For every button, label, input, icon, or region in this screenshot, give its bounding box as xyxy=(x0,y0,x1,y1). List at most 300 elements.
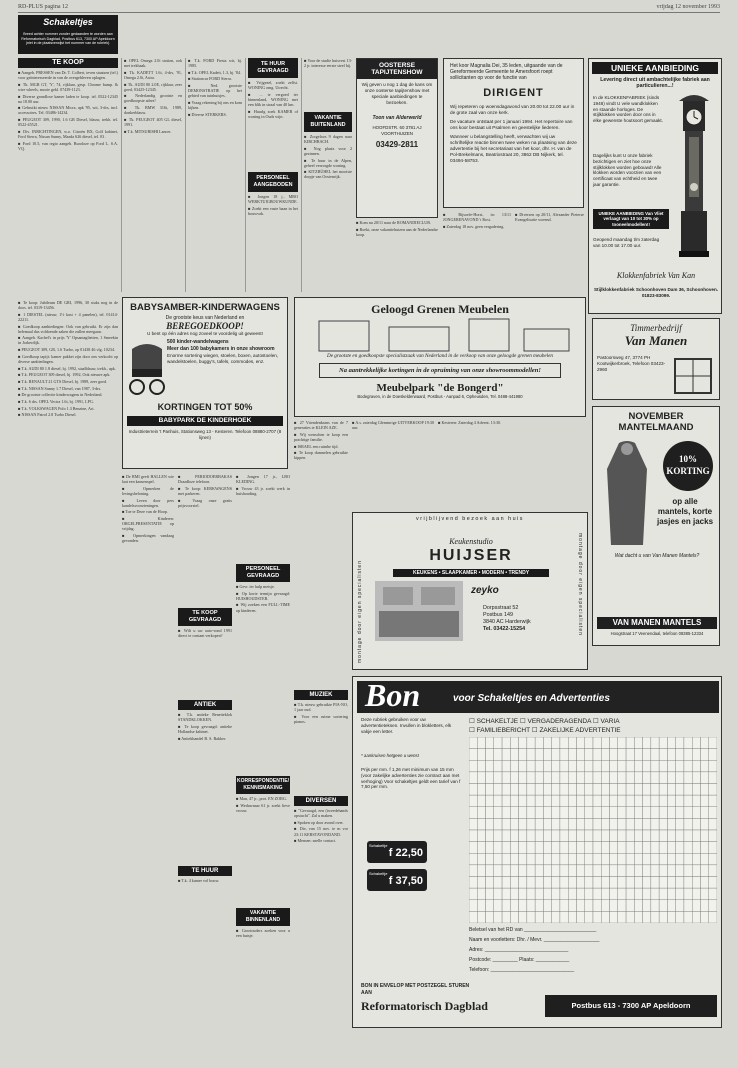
letter-cell[interactable] xyxy=(535,818,543,830)
letter-cell[interactable] xyxy=(610,888,618,900)
letter-cell[interactable] xyxy=(543,888,551,900)
letter-cell[interactable] xyxy=(477,795,485,807)
letter-cell[interactable] xyxy=(576,888,584,900)
letter-cell[interactable] xyxy=(527,784,535,796)
letter-cell[interactable] xyxy=(593,772,601,784)
letter-cell[interactable] xyxy=(469,772,477,784)
letter-cell[interactable] xyxy=(477,737,485,749)
letter-cell[interactable] xyxy=(593,760,601,772)
letter-cell[interactable] xyxy=(552,795,560,807)
letter-cell[interactable] xyxy=(667,853,675,865)
letter-cell[interactable] xyxy=(469,842,477,854)
letter-cell[interactable] xyxy=(486,888,494,900)
letter-cell[interactable] xyxy=(618,877,626,889)
letter-cell[interactable] xyxy=(651,772,659,784)
letter-cell[interactable] xyxy=(510,888,518,900)
letter-cell[interactable] xyxy=(692,795,700,807)
letter-cell[interactable] xyxy=(618,795,626,807)
letter-cell[interactable] xyxy=(519,807,527,819)
letter-cell[interactable] xyxy=(469,818,477,830)
letter-cell[interactable] xyxy=(659,842,667,854)
letter-cell[interactable] xyxy=(684,877,692,889)
letter-cell[interactable] xyxy=(486,865,494,877)
letter-cell[interactable] xyxy=(535,760,543,772)
letter-cell[interactable] xyxy=(543,807,551,819)
letter-cell[interactable] xyxy=(667,842,675,854)
letter-cell[interactable] xyxy=(651,749,659,761)
letter-cell[interactable] xyxy=(552,830,560,842)
letter-cell[interactable] xyxy=(709,795,717,807)
letter-cell[interactable] xyxy=(527,911,535,923)
letter-cell[interactable] xyxy=(494,911,502,923)
letter-cell[interactable] xyxy=(560,737,568,749)
letter-cell[interactable] xyxy=(576,853,584,865)
letter-cell[interactable] xyxy=(568,795,576,807)
letter-cell[interactable] xyxy=(535,911,543,923)
letter-cell[interactable] xyxy=(626,830,634,842)
letter-cell[interactable] xyxy=(610,760,618,772)
letter-cell[interactable] xyxy=(643,795,651,807)
letter-cell[interactable] xyxy=(469,888,477,900)
letter-cell[interactable] xyxy=(477,900,485,912)
letter-cell[interactable] xyxy=(667,795,675,807)
letter-cell[interactable] xyxy=(469,853,477,865)
letter-cell[interactable] xyxy=(486,853,494,865)
letter-cell[interactable] xyxy=(552,888,560,900)
letter-cell[interactable] xyxy=(659,737,667,749)
letter-cell[interactable] xyxy=(527,772,535,784)
letter-cell[interactable] xyxy=(593,877,601,889)
letter-cell[interactable] xyxy=(601,830,609,842)
letter-cell[interactable] xyxy=(692,900,700,912)
letter-cell[interactable] xyxy=(601,853,609,865)
letter-cell[interactable] xyxy=(626,772,634,784)
letter-cell[interactable] xyxy=(651,877,659,889)
letter-cell[interactable] xyxy=(510,749,518,761)
letter-cell[interactable] xyxy=(494,888,502,900)
letter-cell[interactable] xyxy=(659,818,667,830)
letter-cell[interactable] xyxy=(585,784,593,796)
letter-cell[interactable] xyxy=(535,749,543,761)
letter-cell[interactable] xyxy=(527,842,535,854)
letter-cell[interactable] xyxy=(535,807,543,819)
bon-letter-grid[interactable] xyxy=(469,737,717,923)
letter-cell[interactable] xyxy=(610,911,618,923)
letter-cell[interactable] xyxy=(700,853,708,865)
letter-cell[interactable] xyxy=(494,842,502,854)
letter-cell[interactable] xyxy=(659,830,667,842)
letter-cell[interactable] xyxy=(700,818,708,830)
letter-cell[interactable] xyxy=(667,830,675,842)
letter-cell[interactable] xyxy=(568,772,576,784)
form-field-edition[interactable]: Beletsel van het RD van __________________________ xyxy=(469,927,597,933)
letter-cell[interactable] xyxy=(676,749,684,761)
letter-cell[interactable] xyxy=(667,911,675,923)
letter-cell[interactable] xyxy=(494,749,502,761)
letter-cell[interactable] xyxy=(684,807,692,819)
letter-cell[interactable] xyxy=(593,830,601,842)
letter-cell[interactable] xyxy=(684,784,692,796)
letter-cell[interactable] xyxy=(618,749,626,761)
letter-cell[interactable] xyxy=(494,807,502,819)
letter-cell[interactable] xyxy=(634,795,642,807)
letter-cell[interactable] xyxy=(601,772,609,784)
letter-cell[interactable] xyxy=(494,830,502,842)
letter-cell[interactable] xyxy=(601,900,609,912)
letter-cell[interactable] xyxy=(527,795,535,807)
letter-cell[interactable] xyxy=(486,807,494,819)
letter-cell[interactable] xyxy=(651,842,659,854)
letter-cell[interactable] xyxy=(626,888,634,900)
letter-cell[interactable] xyxy=(560,749,568,761)
letter-cell[interactable] xyxy=(709,830,717,842)
letter-cell[interactable] xyxy=(659,911,667,923)
letter-cell[interactable] xyxy=(510,830,518,842)
letter-cell[interactable] xyxy=(700,830,708,842)
letter-cell[interactable] xyxy=(684,737,692,749)
letter-cell[interactable] xyxy=(692,842,700,854)
letter-cell[interactable] xyxy=(684,818,692,830)
letter-cell[interactable] xyxy=(634,911,642,923)
letter-cell[interactable] xyxy=(643,888,651,900)
letter-cell[interactable] xyxy=(593,842,601,854)
letter-cell[interactable] xyxy=(676,737,684,749)
letter-cell[interactable] xyxy=(634,853,642,865)
letter-cell[interactable] xyxy=(519,865,527,877)
letter-cell[interactable] xyxy=(659,853,667,865)
letter-cell[interactable] xyxy=(634,900,642,912)
letter-cell[interactable] xyxy=(502,830,510,842)
letter-cell[interactable] xyxy=(568,737,576,749)
letter-cell[interactable] xyxy=(469,737,477,749)
letter-cell[interactable] xyxy=(634,749,642,761)
letter-cell[interactable] xyxy=(643,737,651,749)
letter-cell[interactable] xyxy=(585,853,593,865)
letter-cell[interactable] xyxy=(477,888,485,900)
letter-cell[interactable] xyxy=(626,818,634,830)
letter-cell[interactable] xyxy=(535,877,543,889)
letter-cell[interactable] xyxy=(494,865,502,877)
letter-cell[interactable] xyxy=(618,842,626,854)
letter-cell[interactable] xyxy=(700,784,708,796)
letter-cell[interactable] xyxy=(585,888,593,900)
letter-cell[interactable] xyxy=(535,865,543,877)
letter-cell[interactable] xyxy=(684,865,692,877)
letter-cell[interactable] xyxy=(535,853,543,865)
letter-cell[interactable] xyxy=(618,760,626,772)
letter-cell[interactable] xyxy=(585,877,593,889)
letter-cell[interactable] xyxy=(585,772,593,784)
letter-cell[interactable] xyxy=(477,865,485,877)
letter-cell[interactable] xyxy=(519,784,527,796)
letter-cell[interactable] xyxy=(601,760,609,772)
letter-cell[interactable] xyxy=(610,784,618,796)
letter-cell[interactable] xyxy=(593,865,601,877)
letter-cell[interactable] xyxy=(618,830,626,842)
letter-cell[interactable] xyxy=(535,842,543,854)
letter-cell[interactable] xyxy=(552,760,560,772)
letter-cell[interactable] xyxy=(626,760,634,772)
letter-cell[interactable] xyxy=(486,784,494,796)
letter-cell[interactable] xyxy=(634,772,642,784)
letter-cell[interactable] xyxy=(535,900,543,912)
letter-cell[interactable] xyxy=(519,877,527,889)
letter-cell[interactable] xyxy=(477,760,485,772)
letter-cell[interactable] xyxy=(692,877,700,889)
letter-cell[interactable] xyxy=(576,842,584,854)
letter-cell[interactable] xyxy=(626,911,634,923)
letter-cell[interactable] xyxy=(527,807,535,819)
letter-cell[interactable] xyxy=(585,865,593,877)
letter-cell[interactable] xyxy=(560,842,568,854)
letter-cell[interactable] xyxy=(477,818,485,830)
letter-cell[interactable] xyxy=(519,853,527,865)
letter-cell[interactable] xyxy=(585,818,593,830)
letter-cell[interactable] xyxy=(651,784,659,796)
checkbox[interactable]: ☐ xyxy=(519,718,526,725)
letter-cell[interactable] xyxy=(568,853,576,865)
letter-cell[interactable] xyxy=(626,737,634,749)
letter-cell[interactable] xyxy=(618,911,626,923)
letter-cell[interactable] xyxy=(709,900,717,912)
letter-cell[interactable] xyxy=(543,842,551,854)
letter-cell[interactable] xyxy=(494,772,502,784)
letter-cell[interactable] xyxy=(486,772,494,784)
letter-cell[interactable] xyxy=(651,900,659,912)
letter-cell[interactable] xyxy=(560,784,568,796)
letter-cell[interactable] xyxy=(676,900,684,912)
letter-cell[interactable] xyxy=(543,795,551,807)
letter-cell[interactable] xyxy=(510,784,518,796)
letter-cell[interactable] xyxy=(552,784,560,796)
letter-cell[interactable] xyxy=(676,818,684,830)
letter-cell[interactable] xyxy=(543,818,551,830)
letter-cell[interactable] xyxy=(576,737,584,749)
letter-cell[interactable] xyxy=(700,749,708,761)
letter-cell[interactable] xyxy=(709,865,717,877)
letter-cell[interactable] xyxy=(469,911,477,923)
letter-cell[interactable] xyxy=(568,830,576,842)
letter-cell[interactable] xyxy=(510,737,518,749)
letter-cell[interactable] xyxy=(634,888,642,900)
letter-cell[interactable] xyxy=(469,760,477,772)
letter-cell[interactable] xyxy=(469,877,477,889)
letter-cell[interactable] xyxy=(543,772,551,784)
letter-cell[interactable] xyxy=(486,737,494,749)
letter-cell[interactable] xyxy=(568,911,576,923)
letter-cell[interactable] xyxy=(676,772,684,784)
letter-cell[interactable] xyxy=(659,749,667,761)
letter-cell[interactable] xyxy=(610,842,618,854)
letter-cell[interactable] xyxy=(576,749,584,761)
letter-cell[interactable] xyxy=(469,795,477,807)
letter-cell[interactable] xyxy=(477,830,485,842)
letter-cell[interactable] xyxy=(651,865,659,877)
letter-cell[interactable] xyxy=(576,830,584,842)
letter-cell[interactable] xyxy=(535,795,543,807)
letter-cell[interactable] xyxy=(684,911,692,923)
letter-cell[interactable] xyxy=(527,900,535,912)
letter-cell[interactable] xyxy=(560,795,568,807)
letter-cell[interactable] xyxy=(469,749,477,761)
letter-cell[interactable] xyxy=(527,877,535,889)
letter-cell[interactable] xyxy=(634,830,642,842)
letter-cell[interactable] xyxy=(659,795,667,807)
letter-cell[interactable] xyxy=(494,853,502,865)
letter-cell[interactable] xyxy=(568,760,576,772)
letter-cell[interactable] xyxy=(585,737,593,749)
letter-cell[interactable] xyxy=(692,749,700,761)
letter-cell[interactable] xyxy=(568,784,576,796)
letter-cell[interactable] xyxy=(502,760,510,772)
letter-cell[interactable] xyxy=(527,853,535,865)
letter-cell[interactable] xyxy=(610,853,618,865)
letter-cell[interactable] xyxy=(626,795,634,807)
letter-cell[interactable] xyxy=(494,818,502,830)
letter-cell[interactable] xyxy=(692,853,700,865)
letter-cell[interactable] xyxy=(634,807,642,819)
letter-cell[interactable] xyxy=(651,818,659,830)
letter-cell[interactable] xyxy=(543,749,551,761)
letter-cell[interactable] xyxy=(618,818,626,830)
letter-cell[interactable] xyxy=(709,760,717,772)
letter-cell[interactable] xyxy=(667,760,675,772)
letter-cell[interactable] xyxy=(519,749,527,761)
letter-cell[interactable] xyxy=(634,737,642,749)
letter-cell[interactable] xyxy=(469,830,477,842)
letter-cell[interactable] xyxy=(643,900,651,912)
letter-cell[interactable] xyxy=(560,807,568,819)
letter-cell[interactable] xyxy=(543,877,551,889)
letter-cell[interactable] xyxy=(527,865,535,877)
letter-cell[interactable] xyxy=(692,830,700,842)
letter-cell[interactable] xyxy=(576,877,584,889)
letter-cell[interactable] xyxy=(527,818,535,830)
letter-cell[interactable] xyxy=(568,877,576,889)
letter-cell[interactable] xyxy=(494,877,502,889)
letter-cell[interactable] xyxy=(643,772,651,784)
letter-cell[interactable] xyxy=(502,877,510,889)
letter-cell[interactable] xyxy=(643,807,651,819)
letter-cell[interactable] xyxy=(700,842,708,854)
letter-cell[interactable] xyxy=(610,865,618,877)
letter-cell[interactable] xyxy=(560,818,568,830)
letter-cell[interactable] xyxy=(676,877,684,889)
letter-cell[interactable] xyxy=(543,760,551,772)
form-field-phone[interactable]: Telefoon: ______________________________ xyxy=(469,967,575,973)
letter-cell[interactable] xyxy=(502,888,510,900)
letter-cell[interactable] xyxy=(543,853,551,865)
letter-cell[interactable] xyxy=(651,911,659,923)
letter-cell[interactable] xyxy=(510,772,518,784)
letter-cell[interactable] xyxy=(576,795,584,807)
letter-cell[interactable] xyxy=(585,795,593,807)
letter-cell[interactable] xyxy=(667,888,675,900)
letter-cell[interactable] xyxy=(502,818,510,830)
letter-cell[interactable] xyxy=(593,784,601,796)
letter-cell[interactable] xyxy=(667,877,675,889)
letter-cell[interactable] xyxy=(601,842,609,854)
letter-cell[interactable] xyxy=(618,772,626,784)
letter-cell[interactable] xyxy=(610,877,618,889)
letter-cell[interactable] xyxy=(593,900,601,912)
letter-cell[interactable] xyxy=(593,818,601,830)
letter-cell[interactable] xyxy=(601,784,609,796)
letter-cell[interactable] xyxy=(552,818,560,830)
letter-cell[interactable] xyxy=(519,888,527,900)
letter-cell[interactable] xyxy=(527,760,535,772)
letter-cell[interactable] xyxy=(601,749,609,761)
letter-cell[interactable] xyxy=(593,737,601,749)
letter-cell[interactable] xyxy=(684,830,692,842)
letter-cell[interactable] xyxy=(585,760,593,772)
letter-cell[interactable] xyxy=(576,865,584,877)
letter-cell[interactable] xyxy=(676,760,684,772)
letter-cell[interactable] xyxy=(519,818,527,830)
letter-cell[interactable] xyxy=(477,807,485,819)
letter-cell[interactable] xyxy=(560,830,568,842)
letter-cell[interactable] xyxy=(692,784,700,796)
letter-cell[interactable] xyxy=(684,853,692,865)
letter-cell[interactable] xyxy=(552,853,560,865)
letter-cell[interactable] xyxy=(477,911,485,923)
letter-cell[interactable] xyxy=(519,737,527,749)
letter-cell[interactable] xyxy=(510,760,518,772)
letter-cell[interactable] xyxy=(535,830,543,842)
letter-cell[interactable] xyxy=(667,807,675,819)
letter-cell[interactable] xyxy=(667,749,675,761)
letter-cell[interactable] xyxy=(618,807,626,819)
letter-cell[interactable] xyxy=(692,760,700,772)
letter-cell[interactable] xyxy=(510,818,518,830)
letter-cell[interactable] xyxy=(486,818,494,830)
letter-cell[interactable] xyxy=(676,865,684,877)
letter-cell[interactable] xyxy=(527,737,535,749)
letter-cell[interactable] xyxy=(519,911,527,923)
letter-cell[interactable] xyxy=(643,865,651,877)
letter-cell[interactable] xyxy=(651,807,659,819)
letter-cell[interactable] xyxy=(502,795,510,807)
letter-cell[interactable] xyxy=(593,853,601,865)
letter-cell[interactable] xyxy=(626,900,634,912)
letter-cell[interactable] xyxy=(634,818,642,830)
letter-cell[interactable] xyxy=(519,900,527,912)
checkbox[interactable]: ☐ xyxy=(469,727,475,734)
letter-cell[interactable] xyxy=(477,853,485,865)
letter-cell[interactable] xyxy=(502,749,510,761)
form-field-name[interactable]: Naam en voorletters: Dhr. / Mevr. ____________________ xyxy=(469,937,600,943)
letter-cell[interactable] xyxy=(535,888,543,900)
letter-cell[interactable] xyxy=(502,842,510,854)
letter-cell[interactable] xyxy=(502,911,510,923)
letter-cell[interactable] xyxy=(700,865,708,877)
letter-cell[interactable] xyxy=(560,772,568,784)
letter-cell[interactable] xyxy=(519,842,527,854)
form-field-postcode[interactable]: Postcode: _________ Plaats: ____________ xyxy=(469,957,570,963)
letter-cell[interactable] xyxy=(610,807,618,819)
letter-cell[interactable] xyxy=(510,853,518,865)
letter-cell[interactable] xyxy=(651,853,659,865)
letter-cell[interactable] xyxy=(676,842,684,854)
letter-cell[interactable] xyxy=(709,911,717,923)
letter-cell[interactable] xyxy=(486,830,494,842)
letter-cell[interactable] xyxy=(494,795,502,807)
letter-cell[interactable] xyxy=(684,749,692,761)
letter-cell[interactable] xyxy=(477,877,485,889)
letter-cell[interactable] xyxy=(593,888,601,900)
letter-cell[interactable] xyxy=(676,795,684,807)
letter-cell[interactable] xyxy=(700,911,708,923)
